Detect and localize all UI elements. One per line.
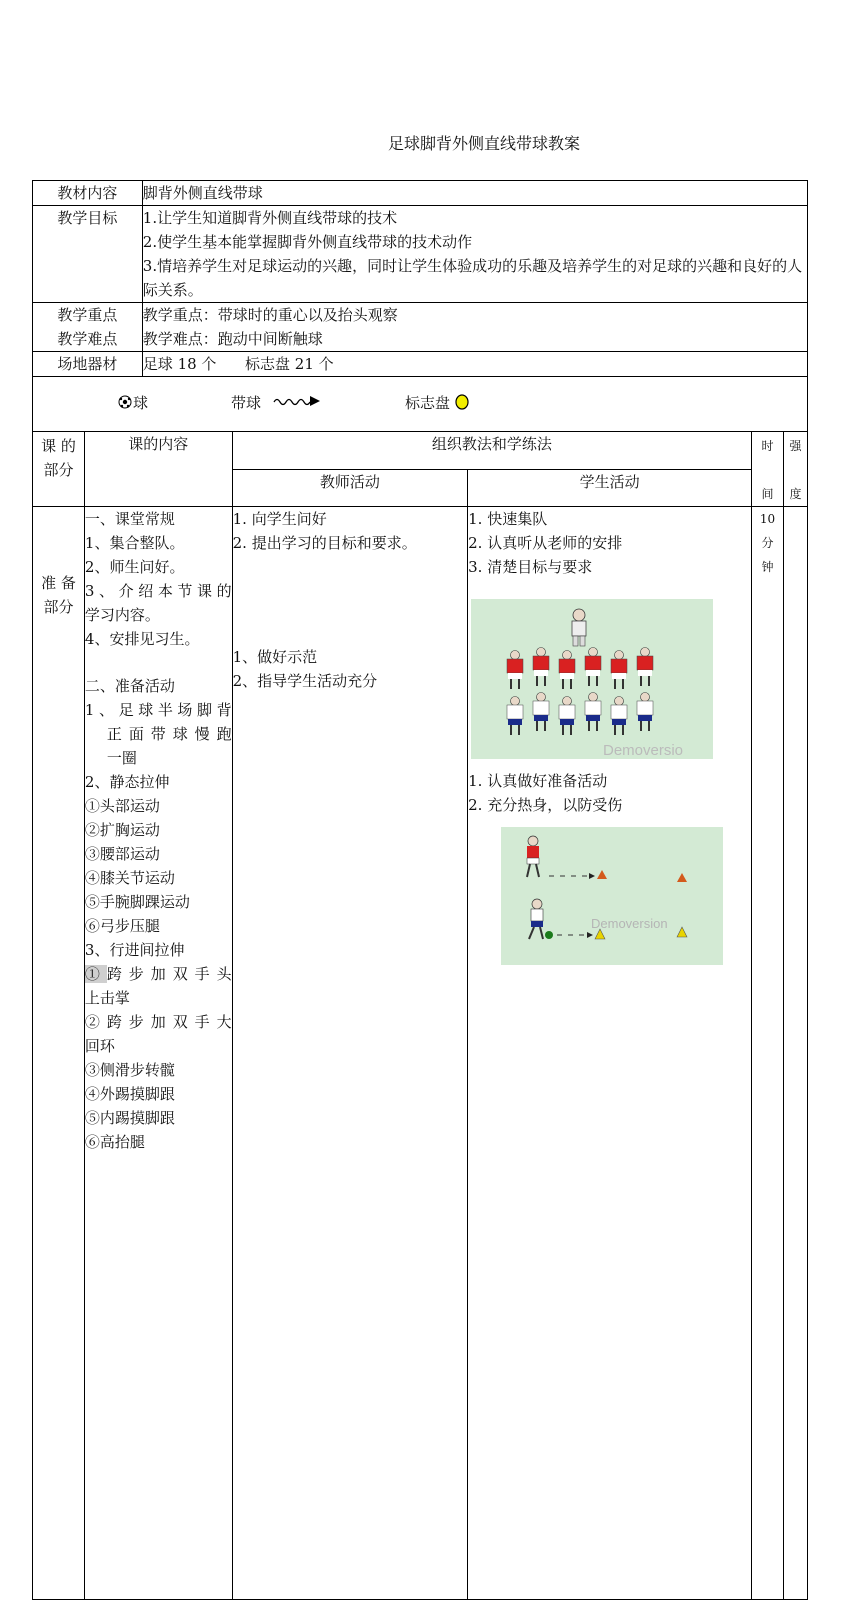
content-line: ⑥弓步压腿 xyxy=(84,916,160,935)
legend-cone-label: 标志盘 xyxy=(405,394,451,412)
header-time xyxy=(752,432,784,507)
teacher-line: 2. 提出学习的目标和要求。 xyxy=(232,534,417,552)
header-content: 课的内容 xyxy=(84,432,232,507)
watermark-1: Demoversio xyxy=(603,742,684,759)
diff-value: 教学难点：跑动中间断触球 xyxy=(142,330,323,348)
legend-row xyxy=(33,377,808,432)
goal-list xyxy=(142,206,807,303)
student-line: 2. 认真听从老师的安排 xyxy=(468,534,623,552)
legend-dribble-label: 带球 xyxy=(231,394,262,412)
goal-label: 教学目标 xyxy=(33,206,143,303)
content-line: ③侧滑步转髋 xyxy=(84,1060,175,1079)
content-line: 二、准备活动 xyxy=(84,676,175,695)
goal-item: 1.让学生知道脚背外侧直线带球的技术 xyxy=(142,209,398,227)
content-line: 回环 xyxy=(84,1036,115,1055)
equip-value: 足球 18 个 标志盘 21 个 xyxy=(142,352,807,377)
student-activity-cell xyxy=(468,507,752,1600)
content-line: 正面带球慢跑 xyxy=(106,724,232,743)
prep-part-cell xyxy=(33,507,85,1600)
teacher-line: 2、指导学生活动充分 xyxy=(232,672,378,690)
dribble-drill-diagram xyxy=(501,827,723,965)
content-line: 一、课堂常规 xyxy=(84,510,175,528)
header-intensity xyxy=(783,432,807,507)
time-value: 10 xyxy=(759,512,776,526)
content-line: ⑤内踢摸脚跟 xyxy=(84,1108,175,1127)
student-line: 3. 清楚目标与要求 xyxy=(468,558,593,576)
key-diff-labels xyxy=(33,303,143,352)
document-title: 足球脚背外侧直线带球教案 xyxy=(388,134,581,153)
legend-ball-label: 球 xyxy=(133,394,149,412)
watermark-2: Demoversion xyxy=(591,916,668,931)
header-teacher: 教师活动 xyxy=(232,469,467,507)
key-value: 教学重点：带球时的重心以及抬头观察 xyxy=(142,306,398,324)
content-line: ①跨步加双手头 xyxy=(84,964,232,983)
content-spacer xyxy=(85,651,232,674)
goal-item: 3.情培养学生对足球运动的兴趣，同时让学生体验成功的乐趣及培养学生的对足球的兴趣和良好的人际关系。 xyxy=(142,257,803,299)
intensity-cell xyxy=(783,507,807,1600)
legend-dribble xyxy=(231,391,322,415)
content-line: ④外踢摸脚跟 xyxy=(84,1084,175,1103)
lesson-plan-table xyxy=(32,180,808,1600)
key-diff-values xyxy=(142,303,807,352)
header-part xyxy=(33,432,85,507)
teacher-line: 1、做好示范 xyxy=(232,648,318,666)
content-line: 学习内容。 xyxy=(84,606,160,624)
content-line: 1、集合整队。 xyxy=(84,534,185,552)
content-line: 1、足球半场脚背 xyxy=(84,700,232,719)
equip-label: 场地器材 xyxy=(33,352,143,377)
cone-marker-icon xyxy=(455,394,469,410)
prep-content-cell xyxy=(84,507,232,1600)
wavy-arrow-icon xyxy=(272,394,322,408)
ball-green xyxy=(545,931,553,939)
teacher-line: 1. 向学生问好 xyxy=(232,510,327,528)
material-value: 脚背外侧直线带球 xyxy=(142,181,807,206)
student-line: 1. 快速集队 xyxy=(468,510,548,528)
content-line: ③腰部运动 xyxy=(84,844,160,863)
content-line: ②跨步加双手大 xyxy=(84,1012,232,1031)
teacher-spacer xyxy=(233,555,467,645)
ball-icon xyxy=(117,394,133,410)
content-line: 2、师生问好。 xyxy=(84,558,185,576)
diff-label: 教学难点 xyxy=(57,330,118,348)
legend-ball xyxy=(117,391,148,415)
prep-part-label: 准 备 部分 xyxy=(41,574,76,616)
formation-diagram xyxy=(471,599,713,759)
content-line: ②扩胸运动 xyxy=(84,820,160,839)
legend-cone xyxy=(405,391,469,415)
header-part-text: 课 的 部分 xyxy=(41,437,76,479)
content-line: 一圈 xyxy=(106,748,137,767)
content-line: 3、行进间拉伸 xyxy=(84,940,185,959)
content-line: ①头部运动 xyxy=(84,796,160,815)
material-label: 教材内容 xyxy=(33,181,143,206)
time-unit-1: 分 xyxy=(761,536,774,550)
student-line: 1. 认真做好准备活动 xyxy=(468,772,608,790)
time-cell xyxy=(752,507,784,1600)
content-line: ④膝关节运动 xyxy=(84,868,175,887)
content-line: 上击掌 xyxy=(84,988,130,1007)
content-line: ⑤手腕脚踝运动 xyxy=(84,892,190,911)
header-time-text: 时 间 xyxy=(761,439,774,501)
goal-item: 2.使学生基本能掌握脚背外侧直线带球的技术动作 xyxy=(142,233,473,251)
student-line: 2. 充分热身，以防受伤 xyxy=(468,796,623,814)
content-line: 2、静态拉伸 xyxy=(84,772,170,791)
header-org: 组织教法和学练法 xyxy=(232,432,751,470)
key-label: 教学重点 xyxy=(57,306,118,324)
time-unit-2: 钟 xyxy=(761,560,774,574)
content-line: 3、介绍本节课的 xyxy=(84,582,232,600)
header-intensity-text: 强 度 xyxy=(789,439,802,501)
content-line: ⑥高抬腿 xyxy=(84,1132,145,1151)
content-line: 4、安排见习生。 xyxy=(84,630,200,648)
teacher-activity-cell xyxy=(232,507,467,1600)
header-student: 学生活动 xyxy=(468,469,752,507)
